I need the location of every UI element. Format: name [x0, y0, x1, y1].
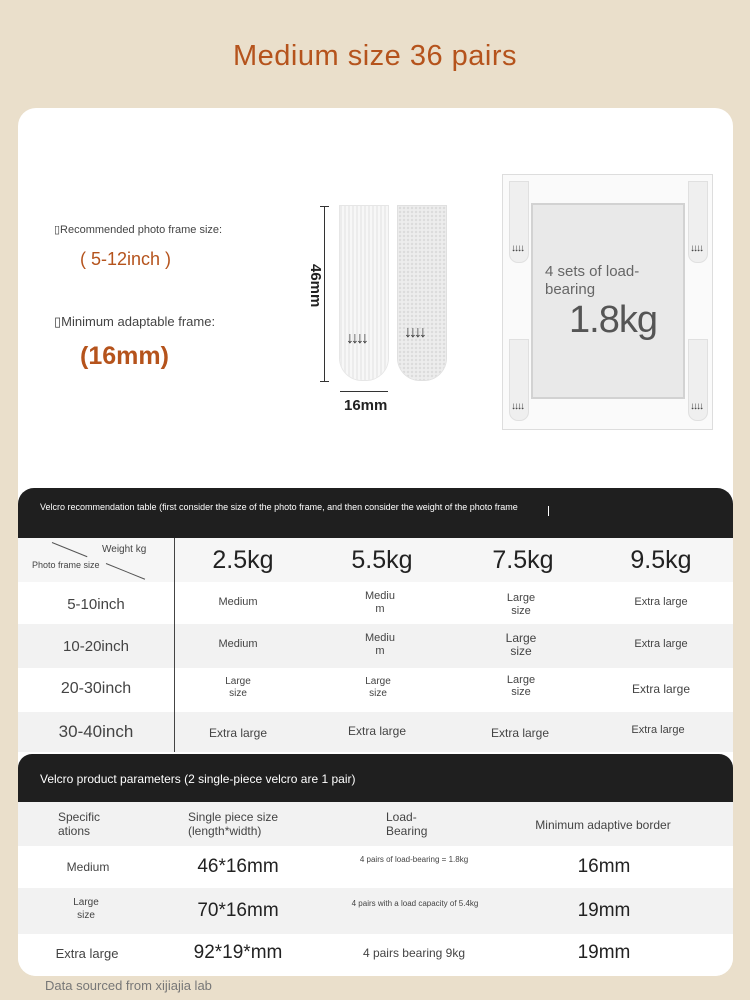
minimum-frame-label: ▯Minimum adaptable frame:	[54, 314, 216, 329]
table-cell: Mediu m	[365, 590, 395, 615]
row-size: 20-30inch	[60, 680, 132, 697]
recommendation-table-header	[18, 488, 733, 538]
height-dimension-line	[324, 206, 325, 382]
table-cell: Extra large	[347, 724, 407, 738]
corner-size-label: Photo frame size	[32, 560, 100, 570]
weight-col: 2.5kg	[212, 546, 274, 574]
table-cell: Extra large	[634, 638, 688, 650]
size-cell: 46*16mm	[197, 856, 279, 877]
table-cell: Large size	[506, 674, 536, 698]
table-row	[18, 624, 733, 668]
size-cell: 92*19*mm	[193, 942, 283, 963]
row-size: 30-40inch	[58, 722, 134, 741]
table-row	[18, 712, 733, 752]
table-cell: Extra large	[631, 682, 691, 696]
column-header: Minimum adaptive border	[535, 818, 671, 832]
parameters-header-row	[18, 802, 733, 846]
weight-col: 7.5kg	[492, 546, 554, 574]
weight-col: 5.5kg	[351, 546, 413, 574]
arrows-down-icon: ↓↓↓↓	[690, 243, 702, 254]
table-row	[18, 888, 733, 934]
table-cell: Medium	[218, 638, 258, 650]
page-title: Medium size 36 pairs	[233, 40, 517, 72]
column-header: Load-Bearing	[386, 810, 428, 838]
parameters-table-title: Velcro product parameters (2 single-piece velcro are 1 pair)	[40, 772, 356, 786]
parameters-table-header	[18, 754, 733, 802]
frame-diagram	[502, 174, 713, 430]
column-header: Specific ations	[58, 810, 101, 838]
corner-weight-label: Weight kg	[102, 544, 147, 555]
velcro-loop-strip	[398, 206, 446, 380]
arrows-down-icon: ↓↓↓↓	[690, 401, 702, 412]
table-cell: Extra large	[208, 726, 268, 740]
weight-header-row	[18, 538, 733, 582]
height-dimension-tick	[320, 381, 329, 382]
frame-caption: 4 sets of load-bearing	[545, 263, 640, 298]
arrows-down-icon: ↓↓↓↓	[404, 324, 424, 341]
footer-source: Data sourced from xijiajia lab	[45, 978, 212, 993]
table-row	[18, 934, 733, 976]
recommendation-table-title: Velcro recommendation table (first consider the size of the photo frame, and then consider the weight of the photo frame	[40, 502, 518, 512]
table-cell: Large size	[505, 631, 537, 658]
table-cell: Extra large	[490, 726, 550, 740]
table-cell: Large size	[365, 676, 391, 699]
strip-length-label: 46mm	[307, 264, 324, 308]
table-cell: Large size	[225, 676, 251, 699]
border-cell: 19mm	[577, 942, 631, 963]
minimum-frame-value: (16mm)	[80, 342, 169, 370]
arrows-down-icon: ↓↓↓↓	[511, 243, 523, 254]
table-cell: Medium	[218, 596, 258, 608]
border-cell: 19mm	[577, 900, 631, 921]
weight-col: 9.5kg	[630, 546, 692, 574]
load-cell: 4 pairs of load-bearing = 1.8kg	[359, 855, 469, 864]
table-cell: Large size	[506, 592, 536, 617]
column-header: Single piece size (length*width)	[188, 810, 279, 838]
table-row	[18, 846, 733, 888]
strip-width-label: 16mm	[344, 397, 388, 414]
table-cell: Mediu m	[365, 632, 395, 657]
recommended-frame-size-value: ( 5-12inch )	[80, 249, 172, 269]
load-cell: 4 pairs bearing 9kg	[362, 946, 466, 960]
frame-weight: 1.8kg	[569, 299, 657, 341]
arrows-down-icon: ↓↓↓↓	[511, 401, 523, 412]
table-cell: Extra large	[631, 724, 685, 736]
arrows-down-icon: ↓↓↓↓	[346, 330, 366, 347]
load-cell: 4 pairs with a load capacity of 5.4kg	[351, 899, 479, 908]
product-card	[18, 108, 733, 976]
border-cell: 16mm	[577, 856, 631, 877]
row-size: 10-20inch	[63, 638, 129, 655]
height-dimension-tick	[320, 206, 329, 207]
table-column-divider	[174, 538, 175, 752]
table-row	[18, 668, 733, 712]
row-size: 5-10inch	[67, 596, 125, 613]
table-cell: Extra large	[634, 596, 688, 608]
recommended-frame-size-label: ▯Recommended photo frame size:	[54, 224, 223, 236]
header-divider	[548, 506, 549, 516]
table-row	[18, 582, 733, 624]
velcro-hook-strip	[340, 206, 388, 380]
size-cell: 70*16mm	[197, 900, 279, 921]
spec-cell: Extra large	[55, 946, 119, 961]
spec-cell: Large size	[73, 897, 99, 921]
width-dimension-line	[340, 391, 388, 392]
spec-cell: Medium	[66, 860, 110, 874]
